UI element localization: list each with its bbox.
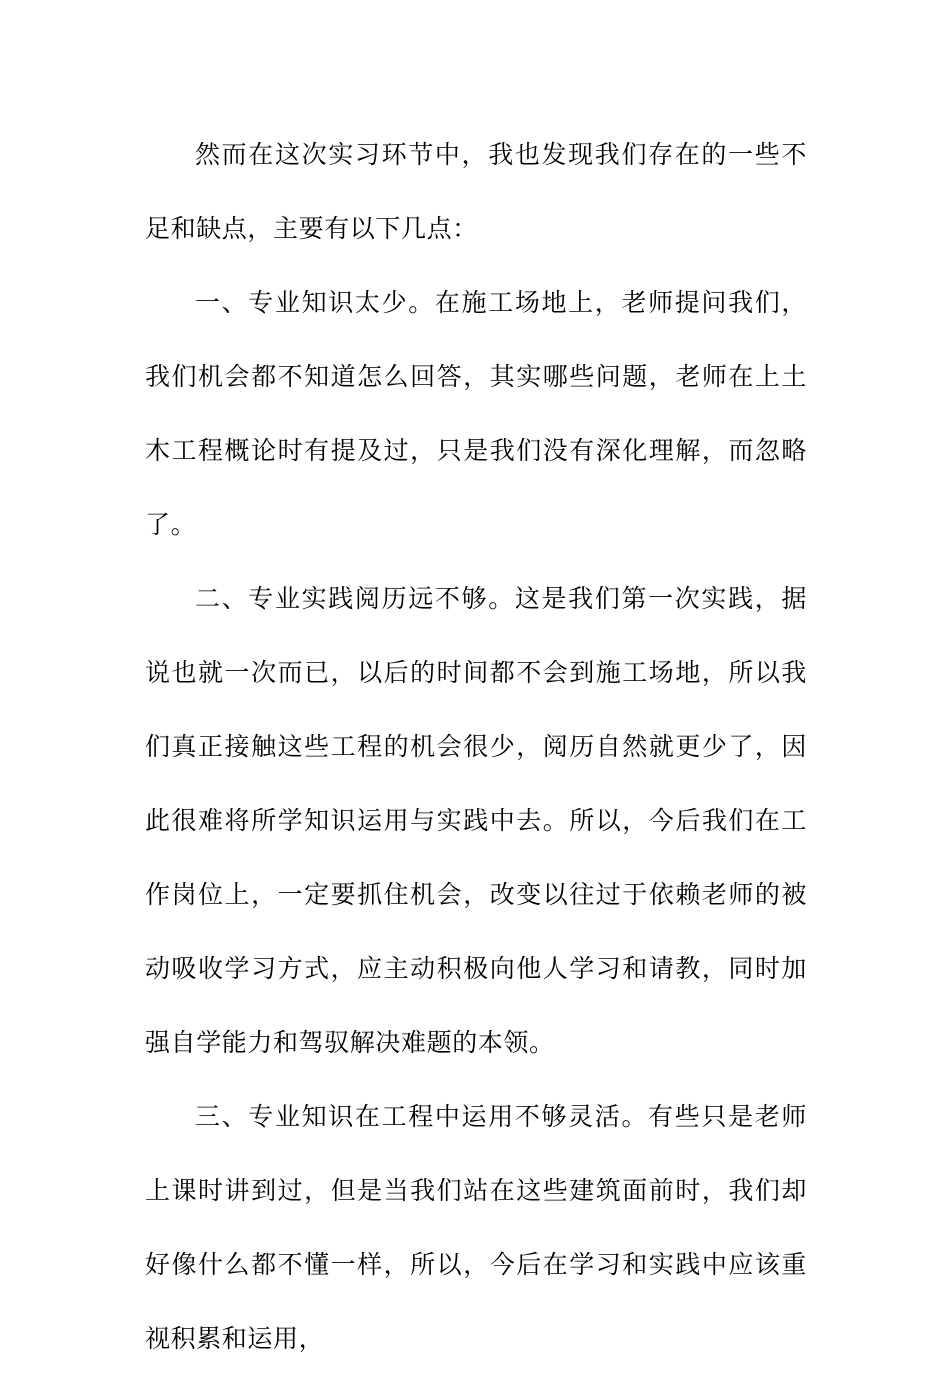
paragraph-point-one: 一、专业知识太少。在施工场地上，老师提问我们，我们机会都不知道怎么回答，其实哪些问题，老师在上土木工程概论时有提及过，只是我们没有深化理解，而忽略了。: [145, 288, 807, 539]
document-body: [145, 118, 807, 1376]
paragraph-point-two: 二、专业实践阅历远不够。这是我们第一次实践，据说也就一次而已，以后的时间都不会到施工场地，所以我们真正接触这些工程的机会很少，阅历自然就更少了，因此很难将所学知识运用与实践中去。所以，今后我们在工作岗位上，一定要抓住机会，改变以往过于依赖老师的被动吸收学习方式，应主动积极向他人学习和请教，同时加强自学能力和驾驭解决难题的本领。: [145, 584, 807, 1057]
paragraph-point-three: 三、专业知识在工程中运用不够灵活。有些只是老师上课时讲到过，但是当我们站在这些建筑面前时，我们却好像什么都不懂一样，所以，今后在学习和实践中应该重视积累和运用，: [145, 1102, 807, 1353]
paragraph-intro: 然而在这次实习环节中，我也发现我们存在的一些不足和缺点，主要有以下几点：: [145, 140, 807, 243]
